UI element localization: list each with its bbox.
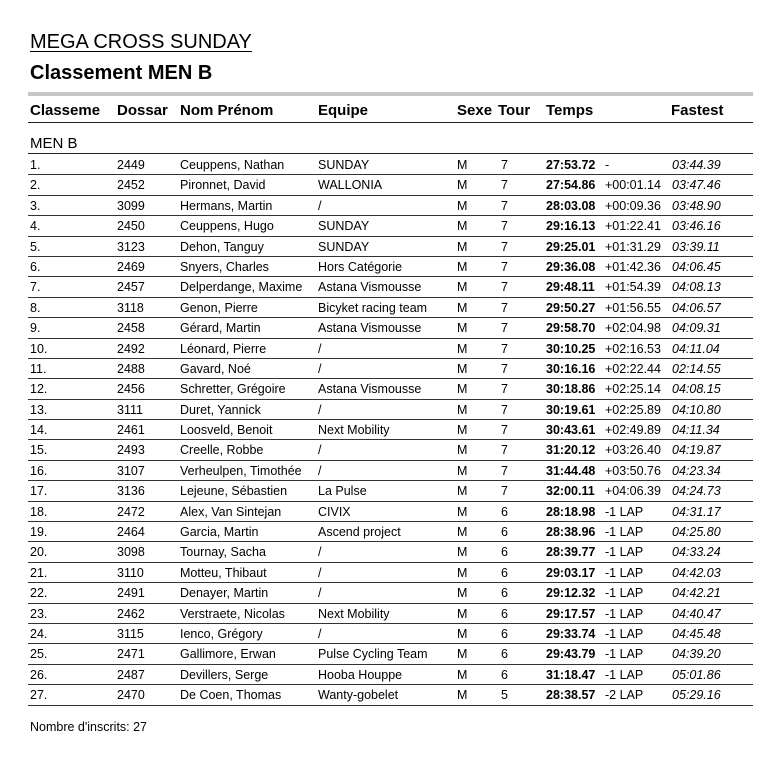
cell-laps: 6: [501, 565, 508, 580]
cell-gap: +01:54.39: [605, 280, 661, 295]
table-row: [28, 481, 753, 501]
cell-name: Hermans, Martin: [180, 198, 273, 213]
entrants-count: Nombre d'inscrits: 27: [30, 720, 148, 734]
cell-rank: 5.: [30, 239, 41, 254]
cell-fastest: 04:25.80: [672, 525, 721, 540]
cell-laps: 6: [501, 504, 508, 519]
cell-time: 31:20.12: [546, 443, 596, 458]
cell-fastest: 04:06.57: [672, 300, 721, 315]
cell-gap: +00:09.36: [605, 198, 661, 213]
cell-time: 30:43.61: [546, 423, 596, 438]
table-row: [28, 298, 753, 318]
cell-time: 28:39.77: [546, 545, 596, 560]
cell-fastest: 05:29.16: [672, 688, 721, 703]
cell-team: SUNDAY: [318, 219, 370, 234]
cell-team: WALLONIA: [318, 178, 383, 193]
table-row: [28, 522, 753, 542]
cell-team: /: [318, 198, 322, 213]
cell-rank: 22.: [30, 586, 48, 601]
col-team: Equipe: [318, 102, 369, 119]
cell-team: SUNDAY: [318, 158, 370, 172]
cell-name: Lejeune, Sébastien: [180, 484, 288, 499]
results-table: [28, 155, 753, 706]
cell-laps: 7: [501, 239, 508, 254]
cell-laps: 6: [501, 606, 508, 621]
cell-name: Motteu, Thibaut: [180, 565, 267, 580]
cell-rank: 13.: [30, 402, 48, 417]
cell-time: 29:16.13: [546, 219, 596, 234]
cell-time: 30:19.61: [546, 402, 596, 417]
cell-fastest: 04:33.24: [672, 545, 721, 560]
cell-bib: 2458: [117, 321, 145, 336]
table-row: [28, 440, 753, 460]
cell-laps: 7: [501, 300, 508, 315]
cell-laps: 7: [501, 158, 508, 172]
cell-bib: 2469: [117, 259, 145, 274]
cell-bib: 3098: [117, 545, 145, 560]
cell-gap: +02:25.14: [605, 382, 661, 397]
cell-laps: 6: [501, 647, 508, 662]
cell-time: 27:54.86: [546, 178, 596, 193]
cell-sex: M: [457, 504, 468, 519]
cell-sex: M: [457, 565, 468, 580]
cell-sex: M: [457, 382, 468, 397]
cell-gap: -1 LAP: [605, 626, 644, 641]
cell-rank: 20.: [30, 545, 48, 560]
table-row: [28, 196, 753, 216]
cell-bib: 3123: [117, 239, 145, 254]
cell-fastest: 04:19.87: [672, 443, 721, 458]
cell-bib: 3111: [117, 402, 143, 417]
cell-laps: 6: [501, 525, 508, 540]
cell-bib: 2449: [117, 158, 145, 172]
cell-bib: 2471: [117, 647, 145, 662]
cell-fastest: 03:44.39: [672, 158, 721, 172]
cell-sex: M: [457, 402, 468, 417]
cell-sex: M: [457, 280, 468, 295]
cell-bib: 2456: [117, 382, 145, 397]
cell-time: 32:00.11: [546, 484, 595, 499]
cell-time: 29:12.32: [546, 586, 596, 601]
cell-time: 28:03.08: [546, 198, 596, 213]
cell-time: 31:44.48: [546, 463, 596, 478]
cell-rank: 16.: [30, 463, 48, 478]
cell-rank: 18.: [30, 504, 48, 519]
table-row: [28, 461, 753, 481]
cell-sex: M: [457, 219, 468, 234]
cell-name: Schretter, Grégoire: [180, 382, 286, 397]
cell-rank: 8.: [30, 300, 41, 315]
col-sex: Sexe: [457, 102, 493, 119]
table-row: [28, 563, 753, 583]
col-laps: Tour: [498, 102, 531, 119]
cell-sex: M: [457, 198, 468, 213]
cell-rank: 9.: [30, 321, 41, 336]
cell-laps: 7: [501, 259, 508, 274]
cell-bib: 2487: [117, 667, 145, 682]
cell-time: 31:18.47: [546, 667, 596, 682]
cell-time: 28:38.57: [546, 688, 596, 703]
cell-gap: +02:22.44: [605, 361, 661, 376]
cell-sex: M: [457, 259, 468, 274]
cell-rank: 14.: [30, 423, 48, 438]
cell-name: Dehon, Tanguy: [180, 239, 264, 254]
cell-gap: +01:31.29: [605, 239, 661, 254]
cell-bib: 3136: [117, 484, 145, 499]
cell-fastest: 04:11.04: [672, 341, 720, 356]
cell-fastest: 04:45.48: [672, 626, 721, 641]
cell-time: 29:33.74: [546, 626, 596, 641]
cell-gap: +01:22.41: [605, 219, 661, 234]
cell-name: Léonard, Pierre: [180, 341, 267, 356]
cell-team: /: [318, 565, 322, 580]
cell-name: Devillers, Serge: [180, 667, 269, 682]
cell-sex: M: [457, 545, 468, 560]
col-time: Temps: [546, 102, 594, 119]
table-row: [28, 339, 753, 359]
cell-name: Creelle, Robbe: [180, 443, 264, 458]
cell-gap: -1 LAP: [605, 586, 644, 601]
cell-sex: M: [457, 239, 468, 254]
cell-gap: +02:25.89: [605, 402, 661, 417]
cell-bib: 3118: [117, 300, 144, 315]
cell-team: Astana Vismousse: [318, 321, 422, 336]
cell-team: Hooba Houppe: [318, 667, 403, 682]
cell-gap: -: [605, 158, 610, 172]
cell-laps: 7: [501, 219, 508, 234]
cell-gap: +04:06.39: [605, 484, 661, 499]
cell-sex: M: [457, 158, 468, 172]
table-row: [28, 237, 753, 257]
cell-fastest: 04:08.15: [672, 382, 721, 397]
table-row: [28, 379, 753, 399]
cell-laps: 7: [501, 423, 508, 438]
cell-gap: +02:04.98: [605, 321, 661, 336]
cell-sex: M: [457, 626, 468, 641]
cell-sex: M: [457, 606, 468, 621]
cell-fastest: 04:11.34: [672, 423, 720, 438]
cell-sex: M: [457, 688, 468, 703]
table-row: [28, 583, 753, 603]
cell-name: Snyers, Charles: [180, 259, 269, 274]
cell-time: 29:58.70: [546, 321, 596, 336]
cell-name: Tournay, Sacha: [180, 545, 266, 560]
col-name: Nom Prénom: [180, 102, 274, 119]
cell-gap: -1 LAP: [605, 545, 644, 560]
cell-laps: 7: [501, 178, 508, 193]
cell-laps: 7: [501, 443, 508, 458]
cell-team: /: [318, 402, 322, 417]
cell-sex: M: [457, 647, 468, 662]
cell-sex: M: [457, 443, 468, 458]
cell-rank: 19.: [30, 525, 48, 540]
cell-rank: 15.: [30, 443, 48, 458]
cell-bib: 2470: [117, 688, 145, 703]
cell-rank: 25.: [30, 647, 48, 662]
cell-bib: 2472: [117, 504, 145, 519]
table-row: [28, 644, 753, 664]
cell-laps: 7: [501, 402, 508, 417]
cell-time: 29:48.11: [546, 280, 595, 295]
cell-sex: M: [457, 321, 468, 336]
cell-gap: -1 LAP: [605, 565, 644, 580]
table-row: [28, 257, 753, 277]
cell-gap: -1 LAP: [605, 606, 644, 621]
cell-time: 30:18.86: [546, 382, 596, 397]
cell-gap: +00:01.14: [605, 178, 661, 193]
col-bib: Dossar: [117, 102, 168, 119]
cell-laps: 7: [501, 382, 508, 397]
col-rank: Classeme: [30, 102, 101, 119]
cell-sex: M: [457, 300, 468, 315]
cell-fastest: 04:40.47: [672, 606, 721, 621]
cell-laps: 7: [501, 198, 508, 213]
cell-bib: 2462: [117, 606, 145, 621]
cell-bib: 2452: [117, 178, 145, 193]
cell-sex: M: [457, 463, 468, 478]
cell-fastest: 04:10.80: [672, 402, 721, 417]
cell-team: Next Mobility: [318, 423, 390, 438]
group-label: MEN B: [28, 124, 753, 154]
table-row: [28, 420, 753, 440]
cell-laps: 6: [501, 545, 508, 560]
cell-bib: 2457: [117, 280, 145, 295]
cell-laps: 6: [501, 586, 508, 601]
table-row: [28, 155, 753, 175]
table-header: [28, 100, 753, 123]
cell-name: De Coen, Thomas: [180, 688, 282, 703]
cell-gap: -1 LAP: [605, 647, 644, 662]
cell-rank: 6.: [30, 259, 41, 274]
cell-time: 29:36.08: [546, 259, 596, 274]
cell-team: Ascend project: [318, 525, 401, 540]
cell-fastest: 04:39.20: [672, 647, 721, 662]
cell-time: 29:43.79: [546, 647, 596, 662]
table-row: [28, 542, 753, 562]
cell-team: /: [318, 626, 322, 641]
cell-team: /: [318, 545, 322, 560]
cell-laps: 7: [501, 341, 508, 356]
cell-name: Garcia, Martin: [180, 525, 259, 540]
cell-gap: +01:42.36: [605, 259, 661, 274]
cell-gap: +01:56.55: [605, 300, 661, 315]
cell-bib: 2450: [117, 219, 145, 234]
cell-team: Hors Catégorie: [318, 259, 403, 274]
cell-bib: 2461: [117, 423, 145, 438]
cell-gap: -1 LAP: [605, 525, 644, 540]
cell-fastest: 04:42.03: [672, 565, 721, 580]
cell-fastest: 03:39.11: [672, 239, 720, 254]
table-row: [28, 318, 753, 338]
cell-time: 29:17.57: [546, 606, 596, 621]
cell-team: /: [318, 361, 322, 376]
table-row: [28, 685, 753, 705]
cell-fastest: 04:24.73: [672, 484, 721, 499]
cell-gap: +02:16.53: [605, 341, 661, 356]
cell-team: CIVIX: [318, 504, 351, 519]
cell-gap: +02:49.89: [605, 423, 661, 438]
table-row: [28, 175, 753, 195]
cell-name: Pironnet, David: [180, 178, 266, 193]
cell-gap: +03:50.76: [605, 463, 661, 478]
cell-gap: +03:26.40: [605, 443, 661, 458]
cell-fastest: 04:23.34: [672, 463, 721, 478]
cell-bib: 3099: [117, 198, 145, 213]
cell-laps: 6: [501, 626, 508, 641]
header-divider: [28, 92, 753, 96]
cell-name: Gérard, Martin: [180, 321, 261, 336]
cell-bib: 3107: [117, 463, 145, 478]
cell-time: 28:38.96: [546, 525, 596, 540]
table-row: [28, 400, 753, 420]
cell-sex: M: [457, 484, 468, 499]
cell-fastest: 04:08.13: [672, 280, 721, 295]
cell-laps: 7: [501, 361, 508, 376]
table-row: [28, 359, 753, 379]
cell-sex: M: [457, 586, 468, 601]
cell-laps: 7: [501, 484, 508, 499]
ranking-title: Classement MEN B: [30, 62, 213, 84]
table-row: [28, 624, 753, 644]
cell-laps: 7: [501, 321, 508, 336]
cell-team: /: [318, 463, 322, 478]
event-title: MEGA CROSS SUNDAY: [30, 31, 252, 53]
cell-name: Verheulpen, Timothée: [180, 463, 302, 478]
cell-name: Duret, Yannick: [180, 402, 261, 417]
cell-rank: 12.: [30, 382, 48, 397]
cell-name: Delperdange, Maxime: [180, 280, 303, 295]
cell-team: /: [318, 341, 322, 356]
cell-rank: 17.: [30, 484, 48, 499]
cell-fastest: 03:48.90: [672, 198, 721, 213]
cell-name: Denayer, Martin: [180, 586, 269, 601]
cell-gap: -1 LAP: [605, 667, 644, 682]
cell-fastest: 03:46.16: [672, 219, 721, 234]
cell-time: 29:50.27: [546, 300, 596, 315]
cell-sex: M: [457, 341, 468, 356]
cell-fastest: 04:31.17: [672, 504, 721, 519]
cell-fastest: 05:01.86: [672, 667, 721, 682]
cell-laps: 5: [501, 688, 508, 703]
cell-rank: 23.: [30, 606, 48, 621]
cell-sex: M: [457, 361, 468, 376]
table-row: [28, 216, 753, 236]
cell-rank: 26.: [30, 667, 48, 682]
cell-bib: 3115: [117, 626, 144, 641]
cell-rank: 11.: [30, 361, 47, 376]
cell-sex: M: [457, 667, 468, 682]
cell-rank: 10.: [30, 341, 48, 356]
cell-name: Loosveld, Benoit: [180, 423, 273, 438]
cell-team: Next Mobility: [318, 606, 390, 621]
cell-laps: 6: [501, 667, 508, 682]
cell-rank: 7.: [30, 280, 41, 295]
cell-name: Verstraete, Nicolas: [180, 606, 285, 621]
cell-laps: 7: [501, 280, 508, 295]
cell-sex: M: [457, 423, 468, 438]
cell-bib: 3110: [117, 565, 144, 580]
cell-name: Gavard, Noé: [180, 361, 251, 376]
cell-time: 29:03.17: [546, 565, 596, 580]
cell-rank: 21.: [30, 565, 48, 580]
cell-gap: -1 LAP: [605, 504, 644, 519]
cell-time: 30:16.16: [546, 361, 596, 376]
cell-time: 29:25.01: [546, 239, 596, 254]
cell-team: La Pulse: [318, 484, 367, 499]
cell-team: /: [318, 586, 322, 601]
cell-time: 30:10.25: [546, 341, 596, 356]
cell-name: Alex, Van Sintejan: [180, 504, 282, 519]
cell-rank: 3.: [30, 198, 41, 213]
table-row: [28, 665, 753, 685]
cell-name: Ceuppens, Nathan: [180, 158, 285, 172]
cell-bib: 2488: [117, 361, 145, 376]
cell-name: Ceuppens, Hugo: [180, 219, 274, 234]
cell-team: Pulse Cycling Team: [318, 647, 428, 662]
cell-name: Genon, Pierre: [180, 300, 258, 315]
cell-name: Ienco, Grégory: [180, 626, 263, 641]
cell-laps: 7: [501, 463, 508, 478]
col-fastest: Fastest: [671, 102, 724, 119]
cell-bib: 2491: [117, 586, 145, 601]
cell-time: 27:53.72: [546, 158, 596, 172]
cell-team: /: [318, 443, 322, 458]
cell-sex: M: [457, 525, 468, 540]
cell-team: Astana Vismousse: [318, 280, 422, 295]
cell-sex: M: [457, 178, 468, 193]
cell-bib: 2492: [117, 341, 145, 356]
cell-rank: 1.: [30, 158, 41, 172]
cell-fastest: 03:47.46: [672, 178, 721, 193]
cell-rank: 24.: [30, 626, 48, 641]
cell-bib: 2464: [117, 525, 145, 540]
table-row: [28, 277, 753, 297]
cell-name: Gallimore, Erwan: [180, 647, 276, 662]
cell-gap: -2 LAP: [605, 688, 644, 703]
cell-bib: 2493: [117, 443, 145, 458]
cell-fastest: 04:09.31: [672, 321, 721, 336]
cell-team: Wanty-gobelet: [318, 688, 399, 703]
cell-rank: 4.: [30, 219, 41, 234]
table-row: [28, 502, 753, 522]
cell-team: Bicyket racing team: [318, 300, 428, 315]
cell-rank: 27.: [30, 688, 48, 703]
cell-team: Astana Vismousse: [318, 382, 422, 397]
cell-rank: 2.: [30, 178, 41, 193]
cell-team: SUNDAY: [318, 239, 370, 254]
cell-fastest: 04:42.21: [672, 586, 721, 601]
cell-fastest: 04:06.45: [672, 259, 721, 274]
cell-fastest: 02:14.55: [672, 361, 721, 376]
table-row: [28, 604, 753, 624]
cell-time: 28:18.98: [546, 504, 596, 519]
